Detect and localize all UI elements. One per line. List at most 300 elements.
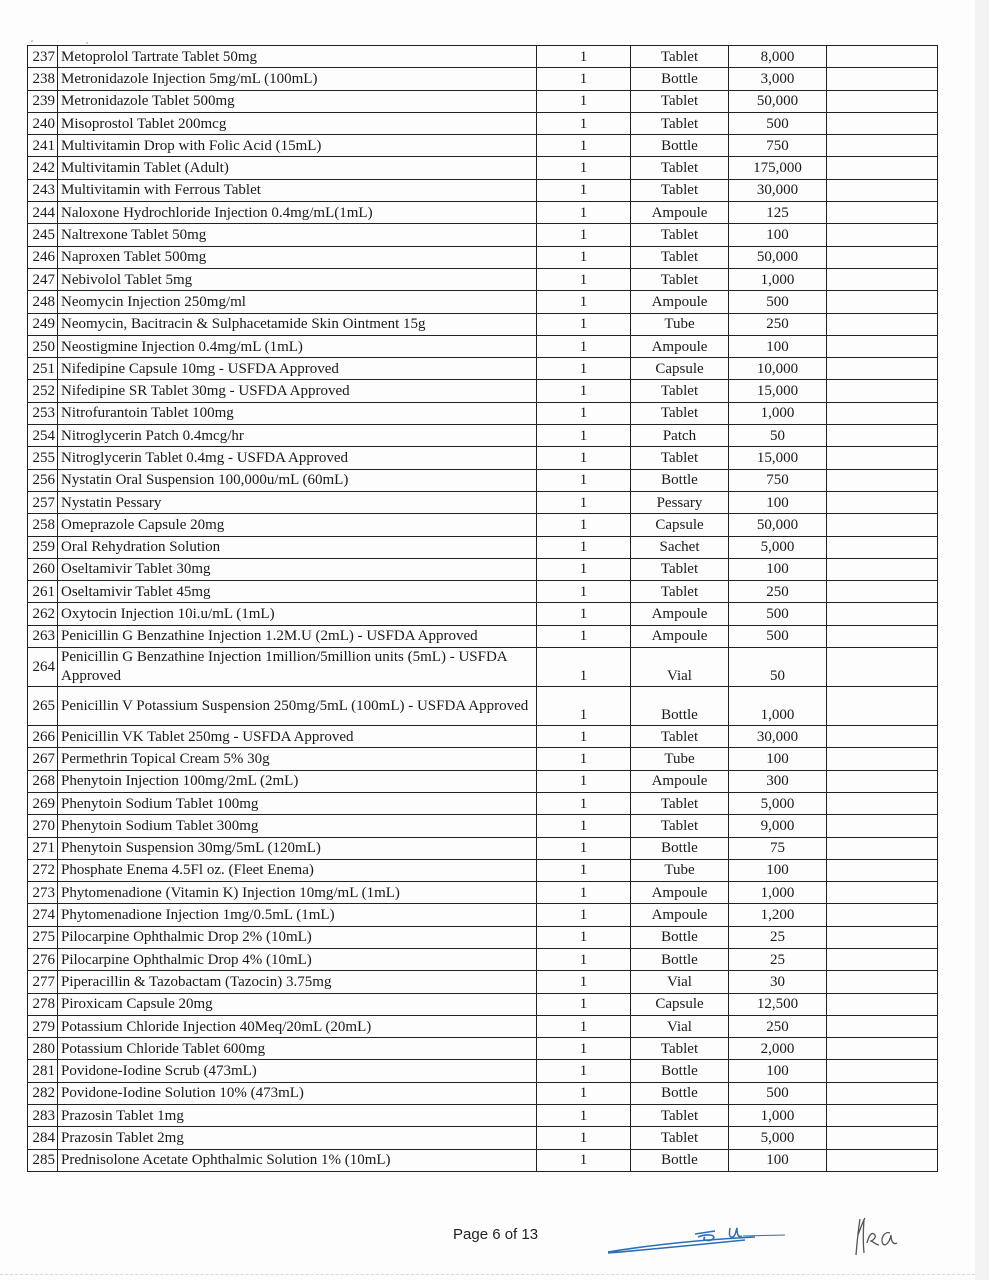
item-amount: 750 <box>729 469 827 491</box>
medication-table-body <box>28 46 938 1172</box>
item-number: 249 <box>28 313 58 335</box>
item-blank-cell <box>827 558 938 580</box>
item-amount: 1,000 <box>729 882 827 904</box>
item-amount: 750 <box>729 135 827 157</box>
item-blank-cell <box>827 1038 938 1060</box>
item-amount: 5,000 <box>729 1127 827 1149</box>
item-unit: Bottle <box>631 68 729 90</box>
item-number: 282 <box>28 1082 58 1104</box>
item-number: 269 <box>28 792 58 814</box>
table-row <box>28 1149 938 1171</box>
item-unit: Tube <box>631 748 729 770</box>
item-name: Multivitamin with Ferrous Tablet <box>58 179 537 201</box>
table-row <box>28 358 938 380</box>
item-quantity: 1 <box>537 726 631 748</box>
item-name: Prednisolone Acetate Ophthalmic Solution 1% (10mL) <box>58 1149 537 1171</box>
item-unit: Tablet <box>631 1038 729 1060</box>
item-amount: 25 <box>729 926 827 948</box>
item-quantity: 1 <box>537 514 631 536</box>
item-blank-cell <box>827 603 938 625</box>
table-row <box>28 46 938 68</box>
table-row <box>28 993 938 1015</box>
item-unit: Ampoule <box>631 202 729 224</box>
table-row <box>28 268 938 290</box>
item-name: Povidone-Iodine Solution 10% (473mL) <box>58 1082 537 1104</box>
item-name: Nystatin Oral Suspension 100,000u/mL (60mL) <box>58 469 537 491</box>
item-quantity: 1 <box>537 648 631 687</box>
item-blank-cell <box>827 514 938 536</box>
item-amount: 2,000 <box>729 1038 827 1060</box>
page-number: Page 6 of 13 <box>453 1226 539 1243</box>
item-unit: Ampoule <box>631 603 729 625</box>
item-quantity: 1 <box>537 1105 631 1127</box>
scan-edge-shadow <box>975 0 989 1280</box>
table-row <box>28 1127 938 1149</box>
item-number: 284 <box>28 1127 58 1149</box>
item-unit: Vial <box>631 1015 729 1037</box>
item-quantity: 1 <box>537 202 631 224</box>
item-unit: Vial <box>631 971 729 993</box>
item-name: Penicillin G Benzathine Injection 1.2M.U (2mL) - USFDA Approved <box>58 625 537 647</box>
item-blank-cell <box>827 469 938 491</box>
table-row <box>28 1105 938 1127</box>
item-quantity: 1 <box>537 313 631 335</box>
item-unit: Tablet <box>631 90 729 112</box>
table-row <box>28 837 938 859</box>
item-quantity: 1 <box>537 926 631 948</box>
item-name: Prazosin Tablet 1mg <box>58 1105 537 1127</box>
item-unit: Ampoule <box>631 770 729 792</box>
item-quantity: 1 <box>537 68 631 90</box>
item-quantity: 1 <box>537 904 631 926</box>
item-amount: 500 <box>729 625 827 647</box>
item-name: Metoprolol Tartrate Tablet 50mg <box>58 46 537 68</box>
item-name: Pilocarpine Ophthalmic Drop 2% (10mL) <box>58 926 537 948</box>
item-quantity: 1 <box>537 837 631 859</box>
item-quantity: 1 <box>537 687 631 726</box>
item-quantity: 1 <box>537 625 631 647</box>
item-blank-cell <box>827 770 938 792</box>
item-unit: Bottle <box>631 926 729 948</box>
item-unit: Ampoule <box>631 625 729 647</box>
item-unit: Tablet <box>631 1105 729 1127</box>
item-name: Pilocarpine Ophthalmic Drop 4% (10mL) <box>58 948 537 970</box>
table-row <box>28 135 938 157</box>
item-blank-cell <box>827 447 938 469</box>
item-number: 239 <box>28 90 58 112</box>
item-quantity: 1 <box>537 179 631 201</box>
item-quantity: 1 <box>537 1015 631 1037</box>
item-unit: Tablet <box>631 792 729 814</box>
scan-speck <box>31 40 33 42</box>
item-amount: 300 <box>729 770 827 792</box>
item-quantity: 1 <box>537 402 631 424</box>
item-amount: 500 <box>729 112 827 134</box>
item-amount: 15,000 <box>729 380 827 402</box>
item-number: 251 <box>28 358 58 380</box>
item-number: 275 <box>28 926 58 948</box>
item-blank-cell <box>827 1015 938 1037</box>
item-name: Piperacillin & Tazobactam (Tazocin) 3.75mg <box>58 971 537 993</box>
item-number: 261 <box>28 581 58 603</box>
item-number: 247 <box>28 268 58 290</box>
item-name: Naloxone Hydrochloride Injection 0.4mg/mL(1mL) <box>58 202 537 224</box>
item-unit: Bottle <box>631 687 729 726</box>
signature-2 <box>850 1213 910 1258</box>
table-row <box>28 469 938 491</box>
table-row <box>28 581 938 603</box>
item-quantity: 1 <box>537 469 631 491</box>
item-quantity: 1 <box>537 90 631 112</box>
item-unit: Tablet <box>631 246 729 268</box>
item-quantity: 1 <box>537 558 631 580</box>
item-amount: 250 <box>729 313 827 335</box>
item-number: 250 <box>28 335 58 357</box>
item-blank-cell <box>827 90 938 112</box>
item-amount: 250 <box>729 581 827 603</box>
item-name: Nitroglycerin Patch 0.4mcg/hr <box>58 425 537 447</box>
item-amount: 100 <box>729 859 827 881</box>
item-quantity: 1 <box>537 882 631 904</box>
table-row <box>28 112 938 134</box>
item-number: 259 <box>28 536 58 558</box>
item-amount: 25 <box>729 948 827 970</box>
item-blank-cell <box>827 904 938 926</box>
item-quantity: 1 <box>537 1060 631 1082</box>
table-row <box>28 625 938 647</box>
item-unit: Tablet <box>631 1127 729 1149</box>
item-amount: 30,000 <box>729 179 827 201</box>
item-number: 240 <box>28 112 58 134</box>
item-unit: Patch <box>631 425 729 447</box>
item-quantity: 1 <box>537 948 631 970</box>
item-number: 263 <box>28 625 58 647</box>
item-name: Nystatin Pessary <box>58 491 537 513</box>
item-blank-cell <box>827 179 938 201</box>
item-name: Oxytocin Injection 10i.u/mL (1mL) <box>58 603 537 625</box>
item-blank-cell <box>827 1149 938 1171</box>
item-quantity: 1 <box>537 1127 631 1149</box>
item-blank-cell <box>827 68 938 90</box>
item-amount: 30,000 <box>729 726 827 748</box>
item-number: 271 <box>28 837 58 859</box>
item-blank-cell <box>827 536 938 558</box>
item-name: Neomycin, Bacitracin & Sulphacetamide Skin Ointment 15g <box>58 313 537 335</box>
table-row <box>28 792 938 814</box>
item-number: 265 <box>28 687 58 726</box>
item-name: Nitroglycerin Tablet 0.4mg - USFDA Approved <box>58 447 537 469</box>
item-name: Neomycin Injection 250mg/ml <box>58 291 537 313</box>
table-row <box>28 536 938 558</box>
item-blank-cell <box>827 648 938 687</box>
item-number: 277 <box>28 971 58 993</box>
table-row <box>28 1082 938 1104</box>
item-blank-cell <box>827 792 938 814</box>
item-amount: 175,000 <box>729 157 827 179</box>
item-name: Potassium Chloride Tablet 600mg <box>58 1038 537 1060</box>
item-unit: Capsule <box>631 514 729 536</box>
item-quantity: 1 <box>537 971 631 993</box>
item-quantity: 1 <box>537 112 631 134</box>
item-number: 238 <box>28 68 58 90</box>
item-name: Phenytoin Sodium Tablet 300mg <box>58 815 537 837</box>
item-blank-cell <box>827 581 938 603</box>
item-number: 253 <box>28 402 58 424</box>
table-row <box>28 1015 938 1037</box>
item-unit: Bottle <box>631 948 729 970</box>
item-unit: Ampoule <box>631 291 729 313</box>
item-name: Nebivolol Tablet 5mg <box>58 268 537 290</box>
item-unit: Tablet <box>631 581 729 603</box>
item-blank-cell <box>827 380 938 402</box>
item-blank-cell <box>827 726 938 748</box>
item-amount: 500 <box>729 291 827 313</box>
item-quantity: 1 <box>537 291 631 313</box>
item-blank-cell <box>827 1105 938 1127</box>
item-name: Phytomenadione (Vitamin K) Injection 10mg/mL (1mL) <box>58 882 537 904</box>
table-row <box>28 648 938 687</box>
item-blank-cell <box>827 335 938 357</box>
item-unit: Capsule <box>631 358 729 380</box>
item-amount: 9,000 <box>729 815 827 837</box>
item-amount: 1,000 <box>729 402 827 424</box>
table-row <box>28 246 938 268</box>
item-blank-cell <box>827 859 938 881</box>
item-amount: 500 <box>729 1082 827 1104</box>
item-number: 245 <box>28 224 58 246</box>
item-name: Permethrin Topical Cream 5% 30g <box>58 748 537 770</box>
item-amount: 15,000 <box>729 447 827 469</box>
item-blank-cell <box>827 882 938 904</box>
item-name: Phytomenadione Injection 1mg/0.5mL (1mL) <box>58 904 537 926</box>
item-number: 285 <box>28 1149 58 1171</box>
item-unit: Sachet <box>631 536 729 558</box>
table-row <box>28 926 938 948</box>
item-name: Phenytoin Suspension 30mg/5mL (120mL) <box>58 837 537 859</box>
item-name: Oral Rehydration Solution <box>58 536 537 558</box>
item-quantity: 1 <box>537 536 631 558</box>
item-amount: 50,000 <box>729 514 827 536</box>
item-name: Penicillin G Benzathine Injection 1million/5million units (5mL) - USFDA Approved <box>58 648 537 687</box>
item-blank-cell <box>827 1082 938 1104</box>
item-name: Oseltamivir Tablet 30mg <box>58 558 537 580</box>
item-quantity: 1 <box>537 1149 631 1171</box>
item-unit: Bottle <box>631 1149 729 1171</box>
item-blank-cell <box>827 971 938 993</box>
item-unit: Tablet <box>631 726 729 748</box>
item-number: 248 <box>28 291 58 313</box>
item-blank-cell <box>827 112 938 134</box>
item-number: 252 <box>28 380 58 402</box>
item-number: 243 <box>28 179 58 201</box>
item-number: 241 <box>28 135 58 157</box>
item-name: Povidone-Iodine Scrub (473mL) <box>58 1060 537 1082</box>
item-blank-cell <box>827 313 938 335</box>
table-row <box>28 726 938 748</box>
item-amount: 8,000 <box>729 46 827 68</box>
item-name: Oseltamivir Tablet 45mg <box>58 581 537 603</box>
item-amount: 125 <box>729 202 827 224</box>
table-row <box>28 224 938 246</box>
table-row <box>28 815 938 837</box>
item-blank-cell <box>827 748 938 770</box>
table-row <box>28 514 938 536</box>
item-number: 237 <box>28 46 58 68</box>
item-unit: Ampoule <box>631 904 729 926</box>
table-row <box>28 447 938 469</box>
item-unit: Tablet <box>631 157 729 179</box>
item-quantity: 1 <box>537 447 631 469</box>
table-row <box>28 425 938 447</box>
item-number: 274 <box>28 904 58 926</box>
item-quantity: 1 <box>537 770 631 792</box>
item-unit: Capsule <box>631 993 729 1015</box>
item-name: Nifedipine SR Tablet 30mg - USFDA Approved <box>58 380 537 402</box>
table-row <box>28 558 938 580</box>
item-blank-cell <box>827 402 938 424</box>
item-name: Metronidazole Injection 5mg/mL (100mL) <box>58 68 537 90</box>
item-number: 258 <box>28 514 58 536</box>
item-unit: Tablet <box>631 402 729 424</box>
signature-1 <box>605 1222 790 1258</box>
item-amount: 3,000 <box>729 68 827 90</box>
item-amount: 1,000 <box>729 1105 827 1127</box>
item-blank-cell <box>827 1060 938 1082</box>
item-blank-cell <box>827 491 938 513</box>
item-number: 246 <box>28 246 58 268</box>
table-row <box>28 68 938 90</box>
item-name: Penicillin VK Tablet 250mg - USFDA Approved <box>58 726 537 748</box>
item-quantity: 1 <box>537 135 631 157</box>
item-unit: Tablet <box>631 558 729 580</box>
item-blank-cell <box>827 1127 938 1149</box>
item-quantity: 1 <box>537 246 631 268</box>
table-row <box>28 90 938 112</box>
item-number: 270 <box>28 815 58 837</box>
item-unit: Tablet <box>631 46 729 68</box>
item-blank-cell <box>827 926 938 948</box>
item-name: Penicillin V Potassium Suspension 250mg/5mL (100mL) - USFDA Approved <box>58 687 537 726</box>
item-amount: 30 <box>729 971 827 993</box>
table-row <box>28 1060 938 1082</box>
item-quantity: 1 <box>537 859 631 881</box>
item-number: 264 <box>28 648 58 687</box>
table-row <box>28 1038 938 1060</box>
item-blank-cell <box>827 687 938 726</box>
item-name: Metronidazole Tablet 500mg <box>58 90 537 112</box>
table-row <box>28 971 938 993</box>
item-number: 283 <box>28 1105 58 1127</box>
item-name: Phenytoin Injection 100mg/2mL (2mL) <box>58 770 537 792</box>
item-number: 273 <box>28 882 58 904</box>
item-unit: Tablet <box>631 815 729 837</box>
item-name: Nitrofurantoin Tablet 100mg <box>58 402 537 424</box>
item-amount: 1,200 <box>729 904 827 926</box>
item-number: 244 <box>28 202 58 224</box>
table-row <box>28 904 938 926</box>
item-unit: Bottle <box>631 837 729 859</box>
item-number: 242 <box>28 157 58 179</box>
item-name: Misoprostol Tablet 200mcg <box>58 112 537 134</box>
item-amount: 12,500 <box>729 993 827 1015</box>
item-unit: Ampoule <box>631 882 729 904</box>
item-unit: Bottle <box>631 469 729 491</box>
item-number: 276 <box>28 948 58 970</box>
item-unit: Tablet <box>631 224 729 246</box>
item-blank-cell <box>827 948 938 970</box>
table-row <box>28 687 938 726</box>
item-name: Piroxicam Capsule 20mg <box>58 993 537 1015</box>
item-quantity: 1 <box>537 380 631 402</box>
item-name: Neostigmine Injection 0.4mg/mL (1mL) <box>58 335 537 357</box>
item-blank-cell <box>827 815 938 837</box>
item-unit: Ampoule <box>631 335 729 357</box>
item-quantity: 1 <box>537 1038 631 1060</box>
item-unit: Tablet <box>631 112 729 134</box>
item-name: Multivitamin Drop with Folic Acid (15mL) <box>58 135 537 157</box>
item-blank-cell <box>827 625 938 647</box>
item-quantity: 1 <box>537 993 631 1015</box>
item-number: 268 <box>28 770 58 792</box>
table-row <box>28 380 938 402</box>
item-quantity: 1 <box>537 224 631 246</box>
item-amount: 50,000 <box>729 90 827 112</box>
item-blank-cell <box>827 993 938 1015</box>
item-unit: Bottle <box>631 1060 729 1082</box>
item-quantity: 1 <box>537 358 631 380</box>
item-quantity: 1 <box>537 792 631 814</box>
item-name: Naproxen Tablet 500mg <box>58 246 537 268</box>
item-amount: 100 <box>729 491 827 513</box>
table-row <box>28 179 938 201</box>
item-quantity: 1 <box>537 268 631 290</box>
item-amount: 10,000 <box>729 358 827 380</box>
table-row <box>28 882 938 904</box>
item-quantity: 1 <box>537 491 631 513</box>
item-blank-cell <box>827 425 938 447</box>
item-amount: 100 <box>729 1060 827 1082</box>
item-blank-cell <box>827 246 938 268</box>
item-number: 254 <box>28 425 58 447</box>
item-number: 279 <box>28 1015 58 1037</box>
item-amount: 5,000 <box>729 536 827 558</box>
item-unit: Vial <box>631 648 729 687</box>
item-amount: 1,000 <box>729 687 827 726</box>
item-unit: Bottle <box>631 1082 729 1104</box>
table-row <box>28 202 938 224</box>
item-unit: Bottle <box>631 135 729 157</box>
item-unit: Tube <box>631 313 729 335</box>
item-quantity: 1 <box>537 1082 631 1104</box>
item-number: 262 <box>28 603 58 625</box>
item-number: 266 <box>28 726 58 748</box>
table-row <box>28 291 938 313</box>
item-name: Omeprazole Capsule 20mg <box>58 514 537 536</box>
item-amount: 50 <box>729 648 827 687</box>
item-blank-cell <box>827 202 938 224</box>
item-number: 281 <box>28 1060 58 1082</box>
item-unit: Tube <box>631 859 729 881</box>
item-blank-cell <box>827 837 938 859</box>
scan-bottom-edge <box>0 1274 975 1276</box>
item-name: Naltrexone Tablet 50mg <box>58 224 537 246</box>
table-row <box>28 157 938 179</box>
item-amount: 100 <box>729 1149 827 1171</box>
item-amount: 100 <box>729 558 827 580</box>
item-name: Nifedipine Capsule 10mg - USFDA Approved <box>58 358 537 380</box>
scan-speck <box>86 42 88 44</box>
item-quantity: 1 <box>537 157 631 179</box>
